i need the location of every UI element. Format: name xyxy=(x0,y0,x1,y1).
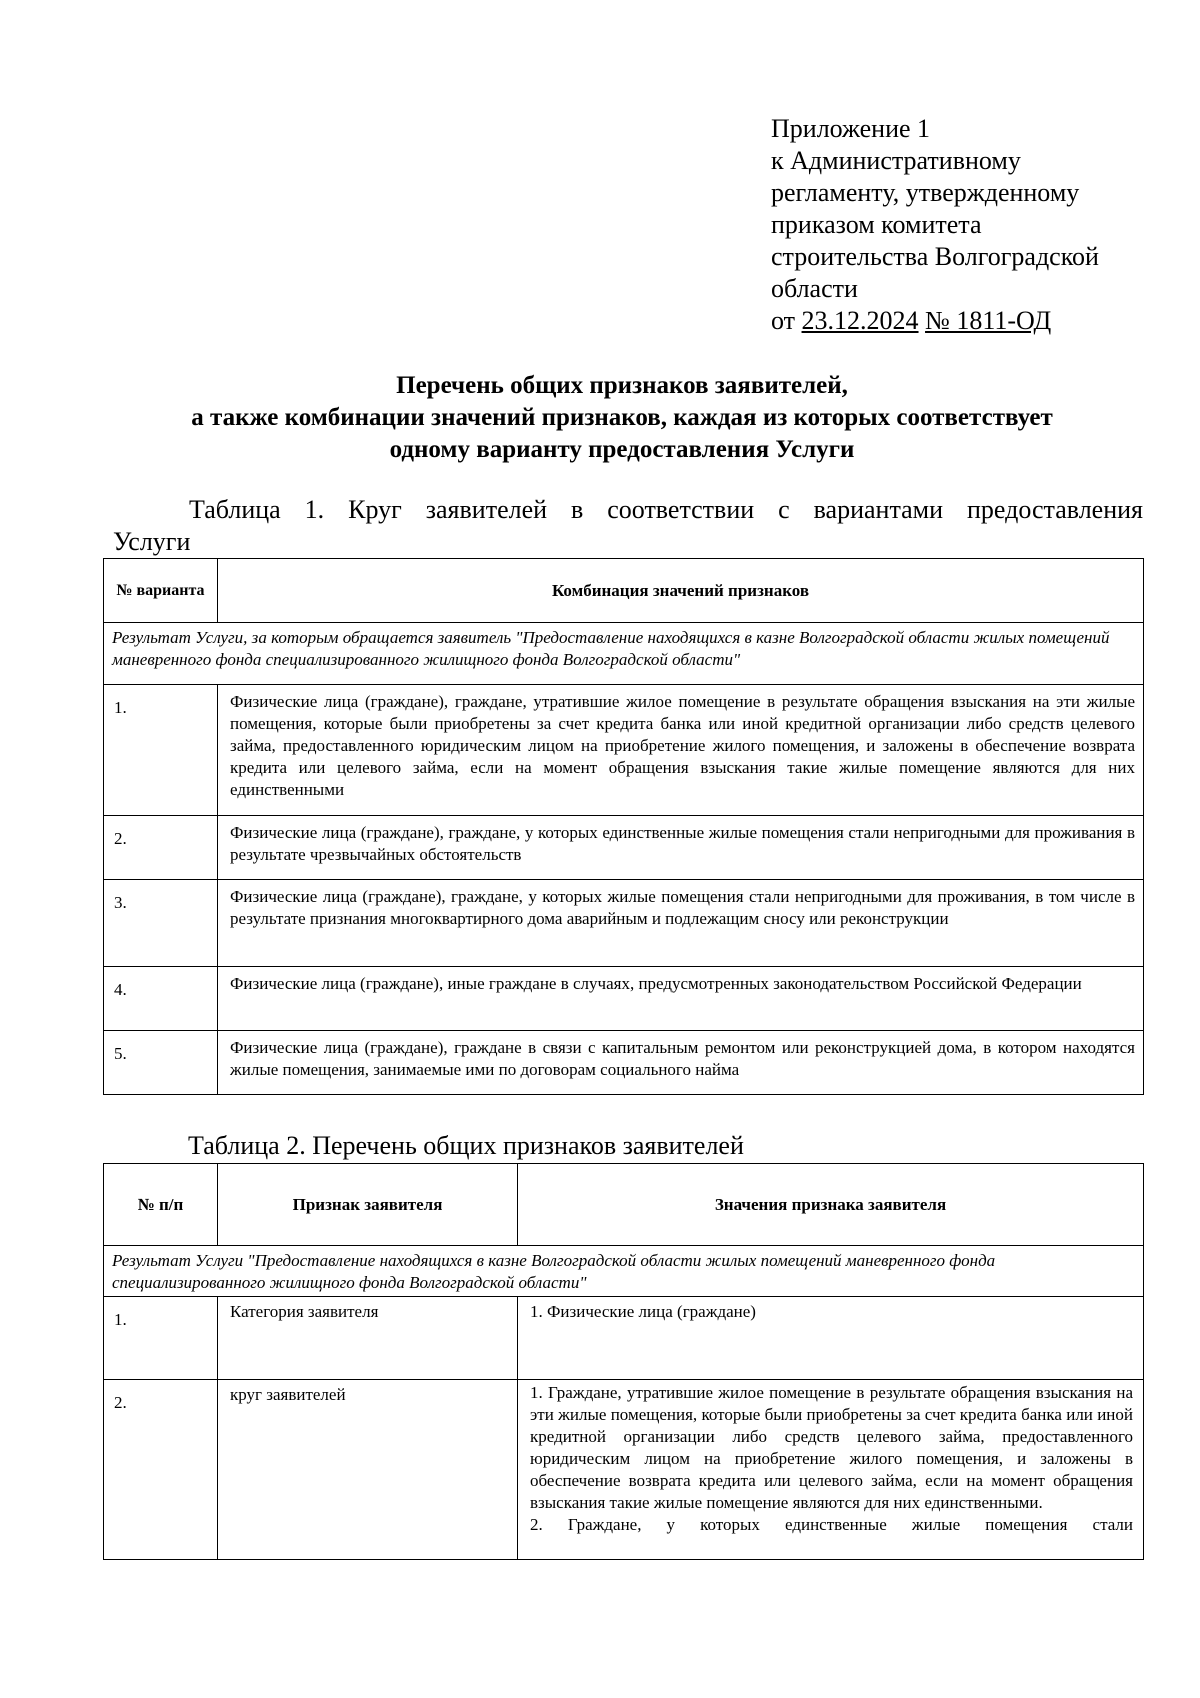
result-cell: Результат Услуги "Предоставление находящихся в казне Волгоградской области жилых помещений маневренного фонда специализированного жилищного фонда Волгоградской области" xyxy=(104,1246,1144,1297)
row-number: 1. xyxy=(104,1297,218,1380)
variants-table xyxy=(103,558,1144,1095)
order-number: № 1811-ОД xyxy=(925,306,1052,335)
variant-description: Физические лица (граждане), граждане, утратившие жилое помещение в результате обращения взыскания на эти жилые помещения, которые были приобретены за счет кредита банка или иной кредитной организации либо средств целевого займа, предоставленного юридическим лицом на приобретение жилого помещения, и заложены в обеспечение возврата кредита или целевого займа, если на момент обращения взыскания такие жилые помещение являются для них единственными xyxy=(218,685,1144,816)
table-row xyxy=(104,1031,1144,1095)
variant-number: 1. xyxy=(104,685,218,816)
appendix-block xyxy=(771,113,1151,337)
table-row xyxy=(104,685,1144,816)
row-number: 2. xyxy=(104,1380,218,1560)
applicant-sign: Категория заявителя xyxy=(218,1297,518,1380)
table-header-row xyxy=(104,1164,1144,1246)
result-row xyxy=(104,623,1144,685)
signs-table xyxy=(103,1163,1144,1560)
variant-number: 5. xyxy=(104,1031,218,1095)
appendix-date-line xyxy=(771,305,1151,337)
header-combination: Комбинация значений признаков xyxy=(218,559,1144,623)
variant-number: 3. xyxy=(104,880,218,967)
title-line: Перечень общих признаков заявителей, xyxy=(396,372,848,399)
sign-values: 1. Физические лица (граждане) xyxy=(518,1297,1144,1380)
result-row xyxy=(104,1246,1144,1297)
appendix-line: области xyxy=(771,274,858,303)
variant-number: 2. xyxy=(104,816,218,880)
from-prefix: от xyxy=(771,306,796,335)
variant-description: Физические лица (граждане), иные граждане в случаях, предусмотренных законодательством Российской Федерации xyxy=(218,967,1144,1031)
applicant-sign: круг заявителей xyxy=(218,1380,518,1560)
order-date: 23.12.2024 xyxy=(801,306,919,335)
table-row xyxy=(104,1380,1144,1560)
table-row xyxy=(104,880,1144,967)
table-header-row xyxy=(104,559,1144,623)
header-variant-number: № варианта xyxy=(104,559,218,623)
table-row xyxy=(104,967,1144,1031)
header-sign-values: Значения признака заявителя xyxy=(518,1164,1144,1246)
variant-description: Физические лица (граждане), граждане, у которых единственные жилые помещения стали непригодными для проживания в результате чрезвычайных обстоятельств xyxy=(218,816,1144,880)
appendix-line: к Административному xyxy=(771,146,1021,175)
document-title xyxy=(102,370,1142,466)
table2-caption: Таблица 2. Перечень общих признаков заявителей xyxy=(188,1131,744,1160)
result-cell: Результат Услуги, за которым обращается заявитель "Предоставление находящихся в казне Волгоградской области жилых помещений маневренного фонда специализированного жилищного фонда Волгоградской области" xyxy=(104,623,1144,685)
appendix-line: строительства Волгоградской xyxy=(771,242,1099,271)
title-line: одному варианту предоставления Услуги xyxy=(389,436,855,463)
header-applicant-sign: Признак заявителя xyxy=(218,1164,518,1246)
variant-description: Физические лица (граждане), граждане, у которых жилые помещения стали непригодными для проживания, в том числе в результате признания многоквартирного дома аварийным и подлежащим сносу или реконструкции xyxy=(218,880,1144,967)
table1-caption-second: Услуги xyxy=(113,527,191,556)
table1-caption-first: Таблица 1. Круг заявителей в соответствии с вариантами предоставления xyxy=(189,495,1143,524)
appendix-line: приказом комитета xyxy=(771,210,982,239)
title-line: а также комбинации значений признаков, каждая из которых соответствует xyxy=(191,404,1053,431)
table1-caption xyxy=(113,494,1143,558)
sign-values xyxy=(518,1380,1144,1560)
variant-description: Физические лица (граждане), граждане в связи с капитальным ремонтом или реконструкцией дома, в котором находятся жилые помещения, занимаемые ими по договорам социального найма xyxy=(218,1031,1144,1095)
sign-value-item: 2. Граждане, у которых единственные жилые помещения стали xyxy=(530,1515,1133,1534)
appendix-line: регламенту, утвержденному xyxy=(771,178,1080,207)
variant-number: 4. xyxy=(104,967,218,1031)
header-row-number: № п/п xyxy=(104,1164,218,1246)
sign-value-item: 1. Граждане, утратившие жилое помещение в результате обращения взыскания на эти жилые помещения, которые были приобретены за счет кредита банка или иной кредитной организации либо средств целевого займа, предоставленного юридическим лицом на приобретение жилого помещения, и заложены в обеспечение возврата кредита или целевого займа, если на момент обращения взыскания такие жилые помещение являются для них единственными. xyxy=(530,1383,1133,1512)
table-row xyxy=(104,1297,1144,1380)
table-row xyxy=(104,816,1144,880)
appendix-line: Приложение 1 xyxy=(771,114,931,143)
